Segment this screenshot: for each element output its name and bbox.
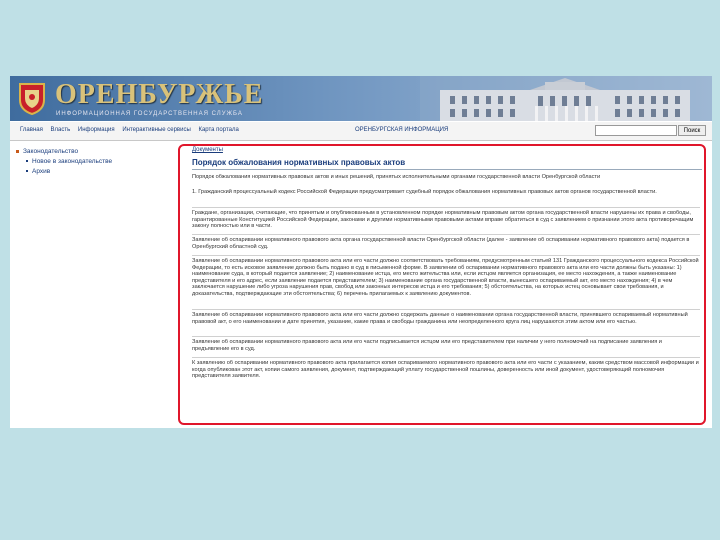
nav-item-interactive-services[interactable]: Интерактивные сервисы bbox=[122, 127, 191, 133]
sidebar-item-new-legislation[interactable] bbox=[26, 158, 112, 165]
browser-screenshot bbox=[10, 76, 712, 428]
nav-item-power[interactable]: Власть bbox=[50, 127, 71, 133]
sidebar bbox=[10, 140, 175, 428]
paragraph-3: Заявление об оспаривании нормативного правового акта органа государственной власти Оренбургской области (далее - заявление об оспаривании нормативного правового акта) подается в Оренбургский областной суд. bbox=[192, 237, 690, 250]
sidebar-heading-legislation[interactable] bbox=[16, 148, 78, 155]
site-tagline: ИНФОРМАЦИОННАЯ ГОСУДАРСТВЕННАЯ СЛУЖБА bbox=[56, 111, 243, 117]
sidebar-item-archive[interactable] bbox=[26, 168, 50, 175]
page-title: Порядок обжалования нормативных правовых актов bbox=[192, 158, 406, 167]
coat-of-arms-icon bbox=[16, 80, 48, 116]
sidebar-item-label: Архив bbox=[32, 168, 51, 175]
highlight-frame bbox=[178, 144, 706, 425]
government-building-image bbox=[420, 76, 712, 121]
search-input[interactable] bbox=[595, 125, 677, 136]
nav-item-home[interactable]: Главная bbox=[20, 127, 43, 133]
nav-center-link[interactable]: ОРЕНБУРГСКАЯ ИНФОРМАЦИЯ bbox=[355, 127, 449, 133]
bullet-icon bbox=[26, 160, 28, 162]
nav-item-information[interactable]: Информация bbox=[77, 127, 115, 133]
site-logo-text[interactable]: ОРЕНБУРЖЬЕ bbox=[55, 79, 264, 110]
nav-item-site-map[interactable]: Карта портала bbox=[198, 127, 239, 133]
top-navigation bbox=[10, 121, 712, 141]
search-button[interactable]: Поиск bbox=[678, 125, 706, 136]
site-header bbox=[10, 76, 712, 121]
paragraph-2: Граждане, организации, считающие, что принятым и опубликованным в установленном порядке нормативным правовым актом органа государственной власти нарушены их права и свободы, гарантированные Конституцией Российской Федерации, законами и другими нормативными правовыми актами вправе обратиться в суд с заявлением о признании этого акта противоречащим закону полностью или в части. bbox=[192, 210, 694, 230]
paragraph-4: Заявление об оспаривании нормативного правового акта или его части должно соответствовать требованиям, предусмотренным статьей 131 Гражданского процессуального кодекса Российской Федерации, то есть исковое заявление должно быть подано в суд в письменной форме. В заявлении об оспаривании нормативного правового акта или его части должны быть указаны: 1) наименование суда, в который подается заявление; 2) наименование истца, его место жительства или, если истцом является организация, ее место нахождения, а также наименование представителя и его адрес, если заявление подается представителем; 3) наименование органа государственной власти, вынесшего оспариваемый акт, его место нахождения; 4) в чем заключается нарушение либо угроза нарушения прав, свобод или законных интересов истца и его требования; 5) обстоятельства, на которых истец основывает свои требования, и доказательства, подтверждающие эти обстоятельства; 6) перечень прилагаемых к заявлению документов. bbox=[192, 258, 699, 297]
sidebar-item-label: Новое в законодательстве bbox=[32, 158, 113, 165]
main-menu bbox=[20, 127, 245, 133]
paragraph-1: 1. Гражданский процессуальный кодекс Российской Федерации предусматривает судебный порядок обжалования нормативных правовых актов органов государственной власти. bbox=[192, 189, 657, 195]
bullet-icon bbox=[26, 170, 28, 172]
intro-paragraph: Порядок обжалования нормативных правовых актов и иных решений, принятых исполнительными органами государственной власти Оренбургской области bbox=[192, 174, 601, 180]
sidebar-heading-label: Законодательство bbox=[23, 148, 79, 155]
breadcrumb[interactable]: Документы bbox=[192, 147, 223, 153]
paragraph-5: Заявление об оспаривании нормативного правового акта или его части должно содержать данные о наименовании органа государственной власти, принявшего оспариваемый нормативный правовой акт, о его наименовании и дате принятия, указание, какие права и свободы гражданина или неопределенного круга лиц нарушаются этим актом или его частью. bbox=[192, 312, 688, 325]
bullet-icon bbox=[16, 150, 19, 153]
paragraph-6: Заявление об оспаривании нормативного правового акта или его части подписывается истцом или его представителем при наличии у него полномочий на подписание заявления и предъявление его в суд. bbox=[192, 339, 662, 352]
paragraph-7: К заявлению об оспаривании нормативного правового акта прилагается копия оспариваемого нормативного правового акта или его части с указанием, каким средством массовой информации и когда опубликован этот акт, копии самого заявления, документ, подтверждающий уплату государственной пошлины, доверенность или иной документ, удостоверяющий полномочия представителя заявителя. bbox=[192, 360, 699, 380]
